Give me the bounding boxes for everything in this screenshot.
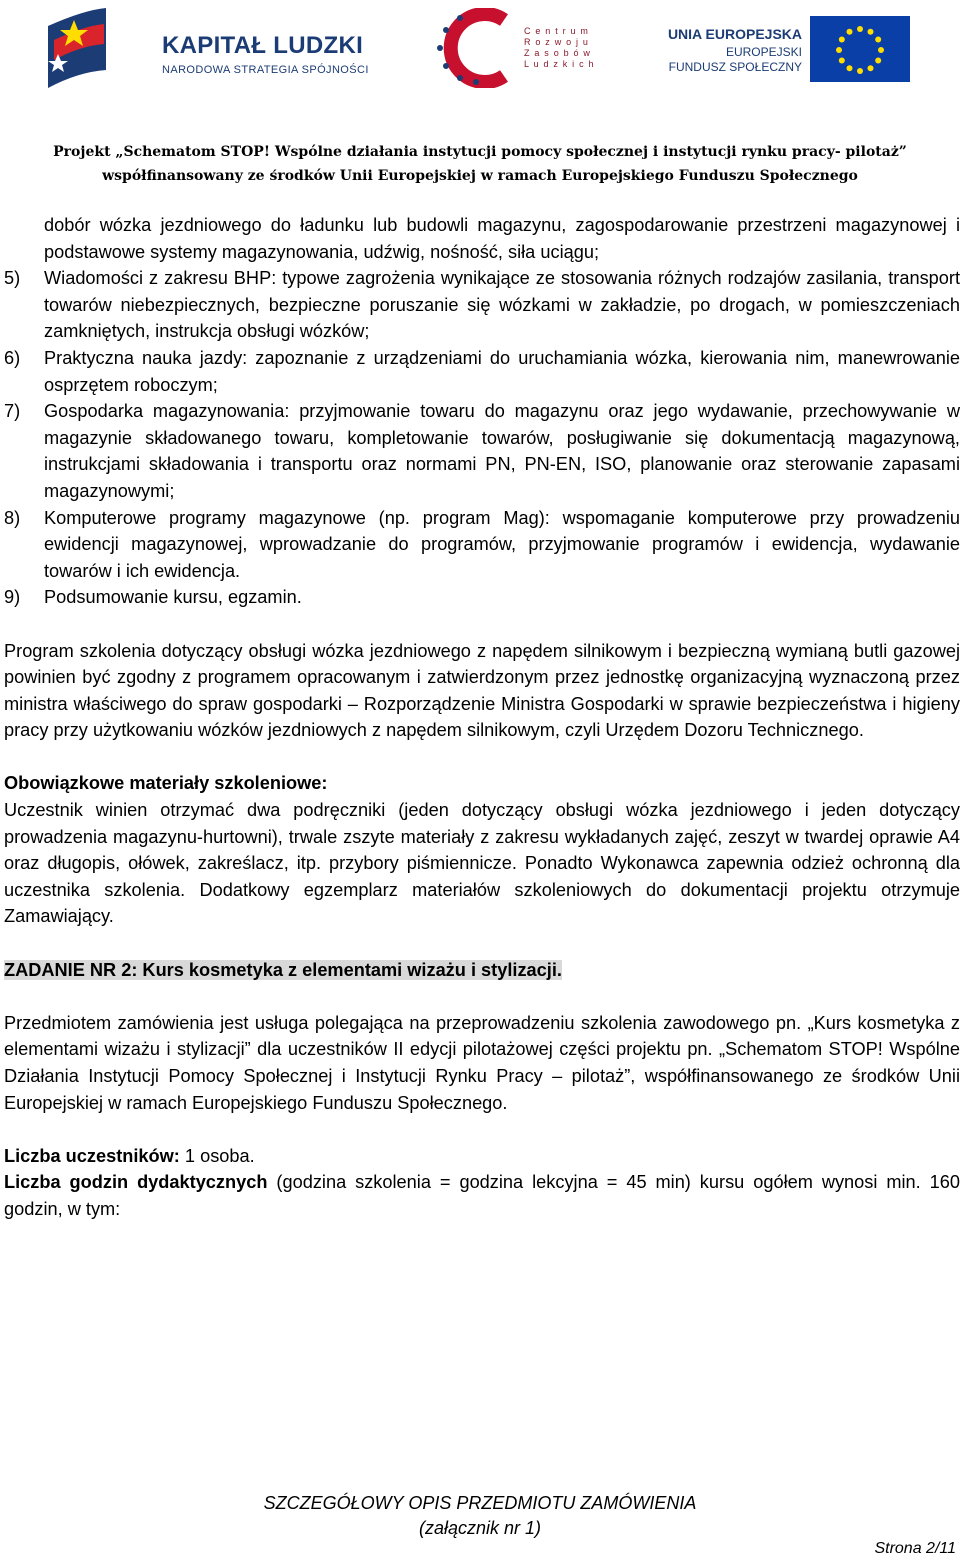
- project-header-line-1: Projekt „Schematom STOP! Wspólne działania instytucji pomocy społecznej i instytucji rynku pracy- pilotaż”: [53, 144, 907, 160]
- materials-paragraph: Uczestnik winien otrzymać dwa podręczniki (jeden dotyczący obsługi wózka jezdniowego i jeden dotyczący prowadzenia magazynu-hurtowni), trwale zszyte materiały z zakresu wykładanych zajęć, zeszyt w twardej oprawie A4 oraz długopis, ołówek, zakreślacz, itp. przybory piśmiennicze. Ponadto Wykonawca zapewnia odzież ochronną dla uczestnika szkolenia. Dodatkowy egzemplarz materiałów szkoleniowych do dokumentacji projektu otrzymuje Zamawiający.: [4, 800, 960, 927]
- eu-logo: [656, 14, 916, 84]
- list-item-text: Podsumowanie kursu, egzamin.: [44, 587, 302, 608]
- page-number: Strona 2/11: [874, 1540, 956, 1557]
- list-item-number: 6): [4, 347, 21, 368]
- list-item-text: Praktyczna nauka jazdy: zapoznanie z urządzeniami do uruchamiania wózka, kierowania nim, manewrowanie osprzętem roboczym;: [44, 347, 960, 395]
- footer-title: SZCZEGÓŁOWY OPIS PRZEDMIOTU ZAMÓWIENIA: [263, 1493, 697, 1513]
- kapital-ludzki-subtitle: NARODOWA STRATEGIA SPÓJNOŚCI: [162, 64, 369, 76]
- list-item: [4, 584, 960, 611]
- kapital-ludzki-title: KAPITAŁ LUDZKI: [162, 32, 364, 59]
- task-heading-line: [4, 957, 960, 984]
- eu-title: UNIA EUROPEJSKA: [667, 26, 802, 42]
- centrum-rozwoju-logo: [432, 8, 595, 88]
- project-header: [0, 140, 960, 188]
- crl-line-2: R o z w o j u: [524, 37, 590, 47]
- list-item-number: 9): [4, 587, 21, 608]
- list-item: [4, 345, 960, 398]
- hours-text: (godzina szkolenia = godzina lekcyjna = 45 min) kursu ogółem wynosi min. 160 godzin, w tym:: [4, 1172, 960, 1219]
- kapital-ludzki-logo: [44, 0, 369, 92]
- centrum-rozwoju-text: [524, 26, 595, 70]
- list-item: [4, 505, 960, 585]
- eu-line-3: FUNDUSZ SPOŁECZNY: [668, 60, 802, 74]
- task-heading: ZADANIE NR 2: Kurs kosmetyka z elementami wizażu i stylizacji.: [4, 959, 562, 980]
- list-item-number: 5): [4, 268, 21, 289]
- footer-annex: (załącznik nr 1): [418, 1518, 542, 1538]
- participants-line: [4, 1143, 960, 1170]
- hours-label: Liczba godzin dydaktycznych: [4, 1172, 268, 1193]
- eu-line-2: EUROPEJSKI: [725, 45, 802, 59]
- spacer: [4, 744, 960, 771]
- crl-line-3: Z a s o b ó w: [524, 48, 592, 58]
- list-item-text: Wiadomości z zakresu BHP: typowe zagrożenia wynikające ze stosowania różnych rodzajów zasilania, transport towarów niebezpiecznych, bezpieczne poruszanie się wózkami w zakładzie, po drogach, w pomieszczeniach zamkniętych, instrukcja obsługi wózków;: [44, 268, 960, 342]
- page-footer: [0, 1491, 960, 1541]
- list-item-number: 8): [4, 507, 21, 528]
- list-item: [4, 265, 960, 345]
- project-header-line-2: współfinansowany ze środków Unii Europejskiej w ramach Europejskiego Funduszu Społecznego: [102, 168, 858, 184]
- spacer: [4, 611, 960, 638]
- list-item-text: Gospodarka magazynowania: przyjmowanie towaru do magazynu oraz jego wydawanie, przechowywanie w magazynie składowanego towaru, kompletowanie towarów, posługiwanie się dokumentacją magazynową, instrukcjami składowania i transportu oraz normami PN, PN-EN, ISO, planowanie oraz sterowanie zapasami magazynowymi;: [44, 401, 960, 501]
- subject-paragraph: Przedmiotem zamówienia jest usługa polegająca na przeprowadzeniu szkolenia zawodowego pn. „Kurs kosmetyka z elementami wizażu i stylizacji” dla uczestników II edycji pilotażowej części projektu pn. „Schematom STOP! Wspólne Działania Instytucji Pomocy Społecznej i Instytucji Rynku Pracy – pilotaż”, współfinansowanego ze środków Unii Europejskiej w ramach Europejskiego Funduszu Społecznego.: [4, 1012, 960, 1113]
- crl-line-1: C e n t r u m: [524, 26, 590, 36]
- kapital-ludzki-flag-icon: [44, 0, 154, 92]
- program-paragraph: Program szkolenia dotyczący obsługi wózka jezdniowego z napędem silnikowym i bezpieczną wymianą butli gazowej powinien być zgodny z programem opracowanym i zatwierdzonym przez jednostkę organizacyjną wyznaczoną przez ministra właściwego do spraw gospodarki – Rozporządzenie Ministra Gospodarki w sprawie bezpieczeństwa i higieny pracy przy użytkowaniu wózków jezdniowych z napędem silnikowym, czyli Urzędem Dozoru Technicznego.: [4, 640, 960, 741]
- hours-paragraph: [4, 1169, 960, 1222]
- crl-star-circle-icon: [432, 8, 524, 88]
- eu-flag-icon: [810, 16, 910, 82]
- list-item: [4, 398, 960, 504]
- participants-label: Liczba uczestników:: [4, 1145, 180, 1166]
- materials-heading: Obowiązkowe materiały szkoleniowe:: [4, 773, 328, 794]
- participants-value: 1 osoba.: [179, 1145, 255, 1166]
- document-body: [4, 212, 960, 1223]
- spacer: [4, 1116, 960, 1143]
- list-item-number: 7): [4, 401, 21, 422]
- list-continuation: dobór wózka jezdniowego do ładunku lub budowli magazynu, zagospodarowanie przestrzeni magazynowej i podstawowe systemy magazynowania, udźwig, nośność, siła uciągu;: [44, 215, 960, 262]
- header-logos: [0, 0, 960, 100]
- spacer: [4, 930, 960, 957]
- list-item-text: Komputerowe programy magazynowe (np. program Mag): wspomaganie komputerowe przy prowadzeniu ewidencji magazynowej, wprowadzanie do programów, przyjmowanie programów i ewidencja, wydawanie towarów i ich ewidencja.: [44, 507, 960, 581]
- spacer: [4, 983, 960, 1010]
- crl-line-4: L u d z k i c h: [524, 59, 595, 69]
